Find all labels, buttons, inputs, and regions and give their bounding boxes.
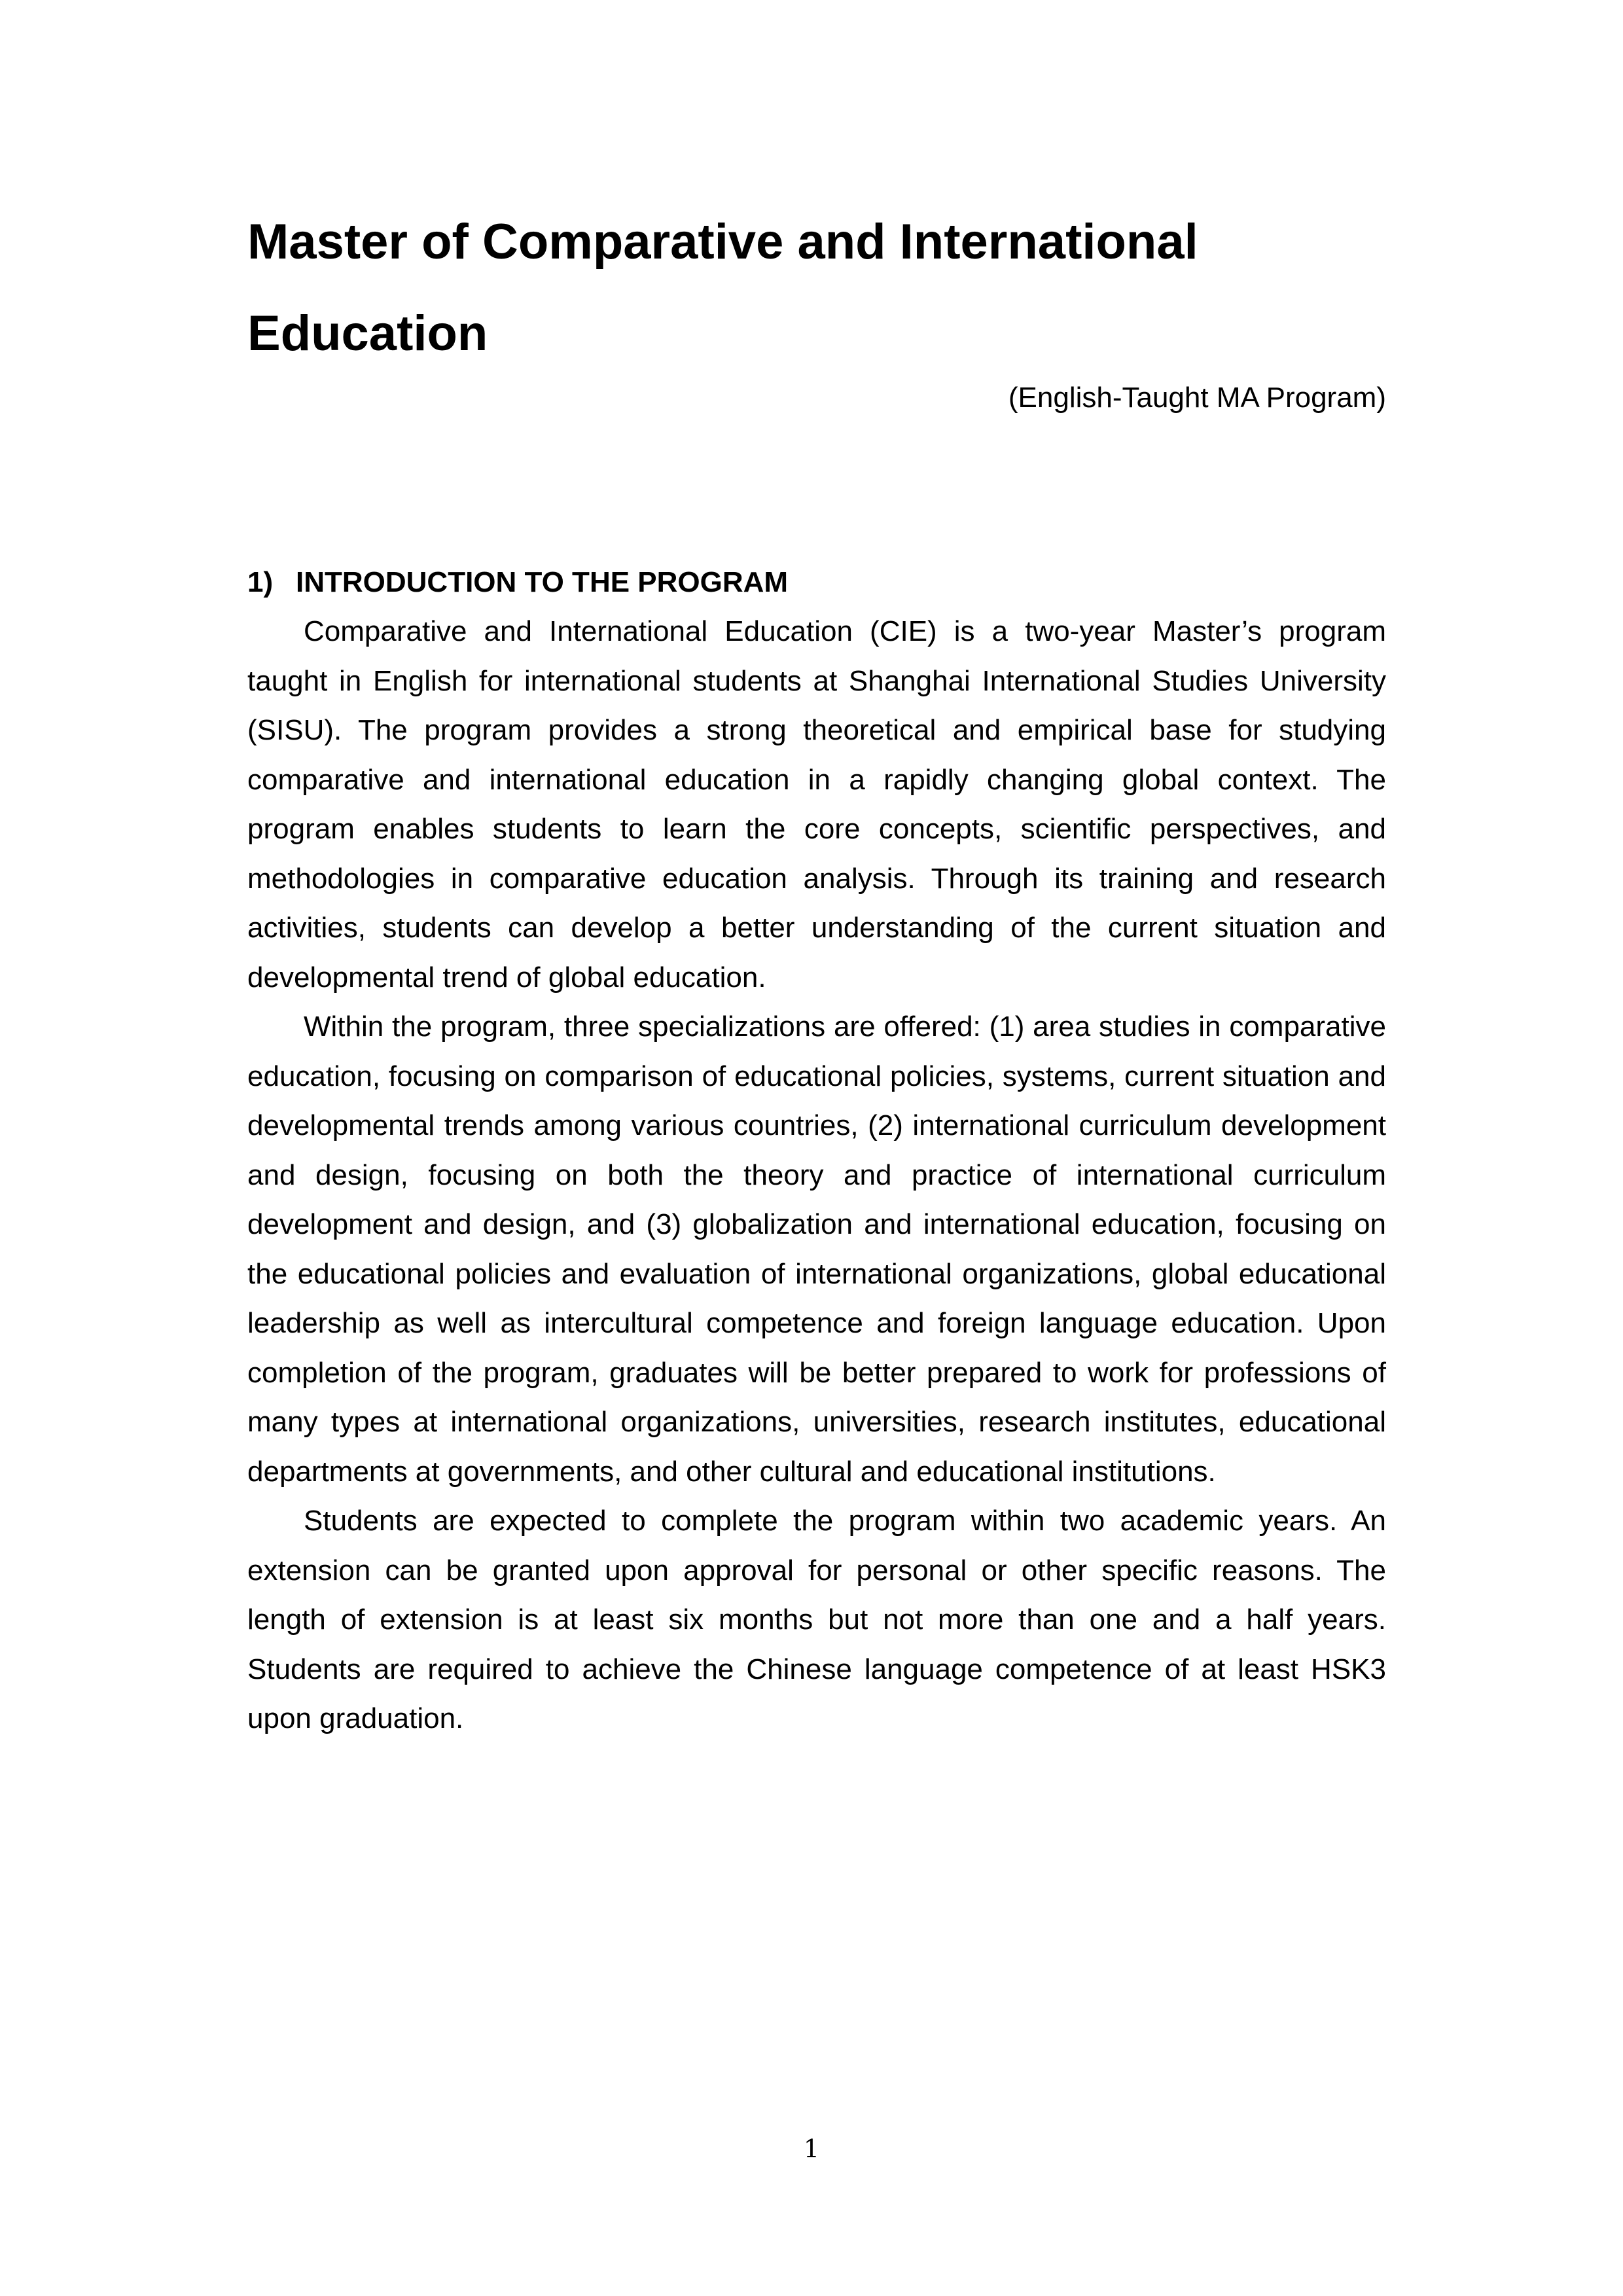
section-introduction <box>247 558 1386 1744</box>
section-number: 1) <box>247 566 274 598</box>
paragraph-program-overview: Comparative and International Education (CIE) is a two-year Master’s program taught in English for international students at Shanghai International Studies University (SISU). The program provides a strong theoretical and empirical base for studying comparative and international education in a rapidly changing global context. The program enables students to learn the core concepts, scientific perspectives, and methodologies in comparative education analysis. Through its training and research activities, students can develop a better understanding of the current situation and developmental trend of global education. <box>247 615 1386 994</box>
section-heading-text: INTRODUCTION TO THE PROGRAM <box>296 566 789 598</box>
document-subtitle: (English-Taught MA Program) <box>1008 382 1386 414</box>
paragraph-duration-requirements: Students are expected to complete the program within two academic years. An extension can be granted upon approval for personal or other specific reasons. The length of extension is at least six months but not more than one and a half years. Students are required to achieve the Chinese language competence of at least HSK3 upon graduation. <box>247 1505 1386 1734</box>
section-heading <box>247 558 1386 607</box>
paragraph-specializations: Within the program, three specializations are offered: (1) area studies in comparative education, focusing on comparison of educational policies, systems, current situation and developmental trends among various countries, (2) international curriculum development and design, focusing on both the theory and practice of international curriculum development and design, and (3) globalization and international education, focusing on the educational policies and evaluation of international organizations, global educational leadership as well as intercultural competence and foreign language education. Upon completion of the program, graduates will be better prepared to work for professions of many types at international organizations, universities, research institutes, educational departments at governments, and other cultural and educational institutions. <box>247 1011 1386 1488</box>
page-number: 1 <box>803 2134 820 2163</box>
document-title: Master of Comparative and International Education <box>247 214 1198 361</box>
